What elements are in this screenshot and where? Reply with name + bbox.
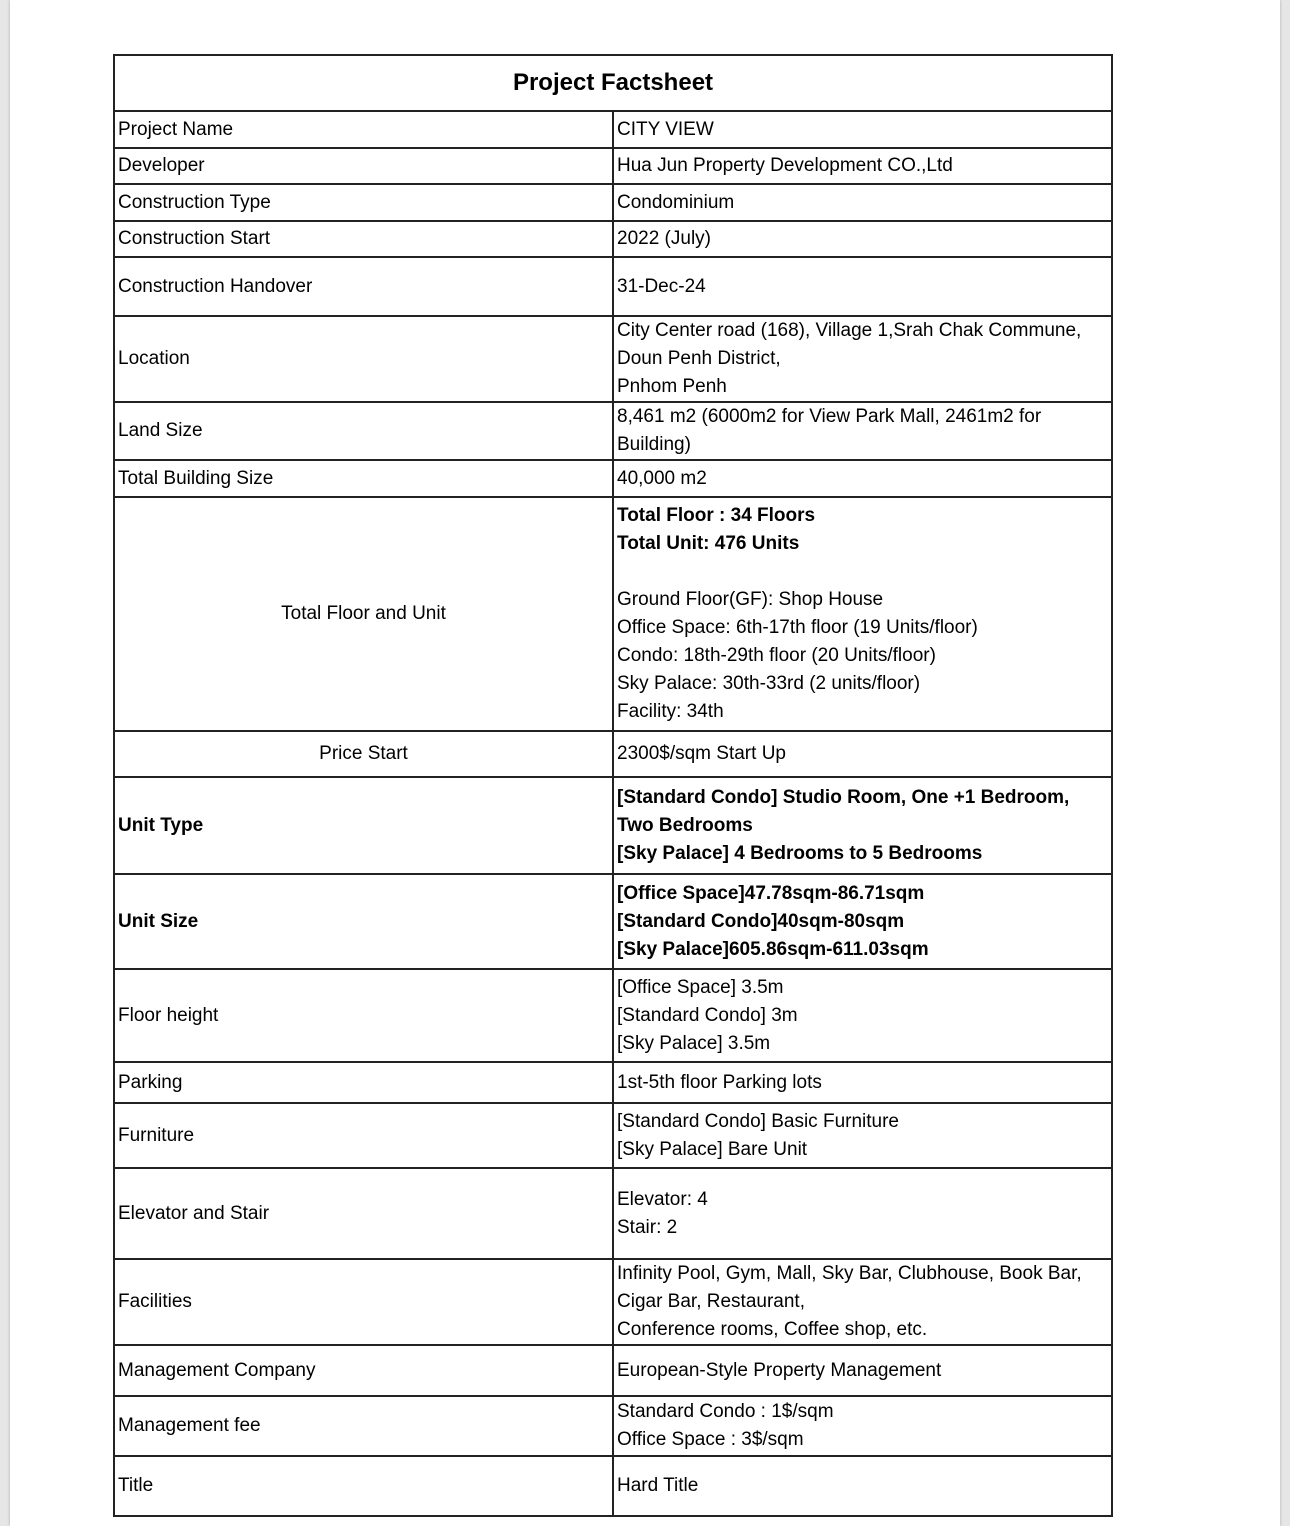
- table-row: [114, 1062, 1112, 1103]
- row-value: 2022 (July): [613, 221, 1112, 257]
- table-row: [114, 402, 1112, 460]
- row-value: Hard Title: [613, 1456, 1112, 1516]
- row-label: Parking: [114, 1062, 613, 1103]
- table-row: [114, 969, 1112, 1062]
- table-row: [114, 148, 1112, 184]
- row-label: Construction Type: [114, 184, 613, 221]
- row-value: [Office Space]47.78sqm-86.71sqm [Standard Condo]40sqm-80sqm [Sky Palace]605.86sqm-611.03sqm: [613, 874, 1112, 969]
- table-row: [114, 874, 1112, 969]
- table-row: [114, 1396, 1112, 1456]
- row-value: CITY VIEW: [613, 111, 1112, 148]
- row-label: Unit Type: [114, 777, 613, 874]
- row-value: Infinity Pool, Gym, Mall, Sky Bar, Clubhouse, Book Bar, Cigar Bar, Restaurant, Conference rooms, Coffee shop, etc.: [613, 1259, 1112, 1345]
- table-row: [114, 316, 1112, 402]
- table-row: [114, 1456, 1112, 1516]
- row-value: European-Style Property Management: [613, 1345, 1112, 1396]
- row-label: Management fee: [114, 1396, 613, 1456]
- row-value: 8,461 m2 (6000m2 for View Park Mall, 2461m2 for Building): [613, 402, 1112, 460]
- row-value: Total Floor : 34 Floors Total Unit: 476 Units Ground Floor(GF): Shop House Office Space: 6th-17th floor (19 Units/floor) Condo: 18th-29th floor (20 Units/floor) Sky Palace: 30th-33rd (2 units/floor) Facility: 34th: [613, 497, 1112, 731]
- row-value: 2300$/sqm Start Up: [613, 731, 1112, 777]
- row-value: 31-Dec-24: [613, 257, 1112, 316]
- table-row: [114, 777, 1112, 874]
- table-row: [114, 1345, 1112, 1396]
- row-label: Title: [114, 1456, 613, 1516]
- table-row: [114, 184, 1112, 221]
- row-value: City Center road (168), Village 1,Srah Chak Commune, Doun Penh District, Pnhom Penh: [613, 316, 1112, 402]
- table-title-row: [114, 55, 1112, 111]
- row-label: Elevator and Stair: [114, 1168, 613, 1259]
- row-value: Elevator: 4 Stair: 2: [613, 1168, 1112, 1259]
- row-label: Total Floor and Unit: [114, 497, 613, 731]
- row-label: Construction Handover: [114, 257, 613, 316]
- row-label: Total Building Size: [114, 460, 613, 497]
- row-value: [Office Space] 3.5m [Standard Condo] 3m [Sky Palace] 3.5m: [613, 969, 1112, 1062]
- row-label: Project Name: [114, 111, 613, 148]
- page-title: Project Factsheet: [114, 55, 1112, 111]
- row-value: Standard Condo : 1$/sqm Office Space : 3$/sqm: [613, 1396, 1112, 1456]
- table-row: [114, 731, 1112, 777]
- factsheet-table: [113, 54, 1113, 1517]
- row-label: Facilities: [114, 1259, 613, 1345]
- row-label: Furniture: [114, 1103, 613, 1168]
- table-row: [114, 1259, 1112, 1345]
- row-label: Developer: [114, 148, 613, 184]
- row-value: [Standard Condo] Basic Furniture [Sky Palace] Bare Unit: [613, 1103, 1112, 1168]
- row-label: Land Size: [114, 402, 613, 460]
- row-value: Hua Jun Property Development CO.,Ltd: [613, 148, 1112, 184]
- table-row: [114, 1103, 1112, 1168]
- row-value: [Standard Condo] Studio Room, One +1 Bedroom, Two Bedrooms [Sky Palace] 4 Bedrooms to 5 Bedrooms: [613, 777, 1112, 874]
- row-label: Management Company: [114, 1345, 613, 1396]
- table-row: [114, 497, 1112, 731]
- table-row: [114, 1168, 1112, 1259]
- document-page: [10, 0, 1280, 1526]
- row-label: Price Start: [114, 731, 613, 777]
- row-label: Unit Size: [114, 874, 613, 969]
- table-row: [114, 257, 1112, 316]
- row-label: Location: [114, 316, 613, 402]
- row-value: Condominium: [613, 184, 1112, 221]
- row-label: Floor height: [114, 969, 613, 1062]
- row-value: 40,000 m2: [613, 460, 1112, 497]
- table-row: [114, 460, 1112, 497]
- row-value: 1st-5th floor Parking lots: [613, 1062, 1112, 1103]
- table-row: [114, 111, 1112, 148]
- table-row: [114, 221, 1112, 257]
- row-label: Construction Start: [114, 221, 613, 257]
